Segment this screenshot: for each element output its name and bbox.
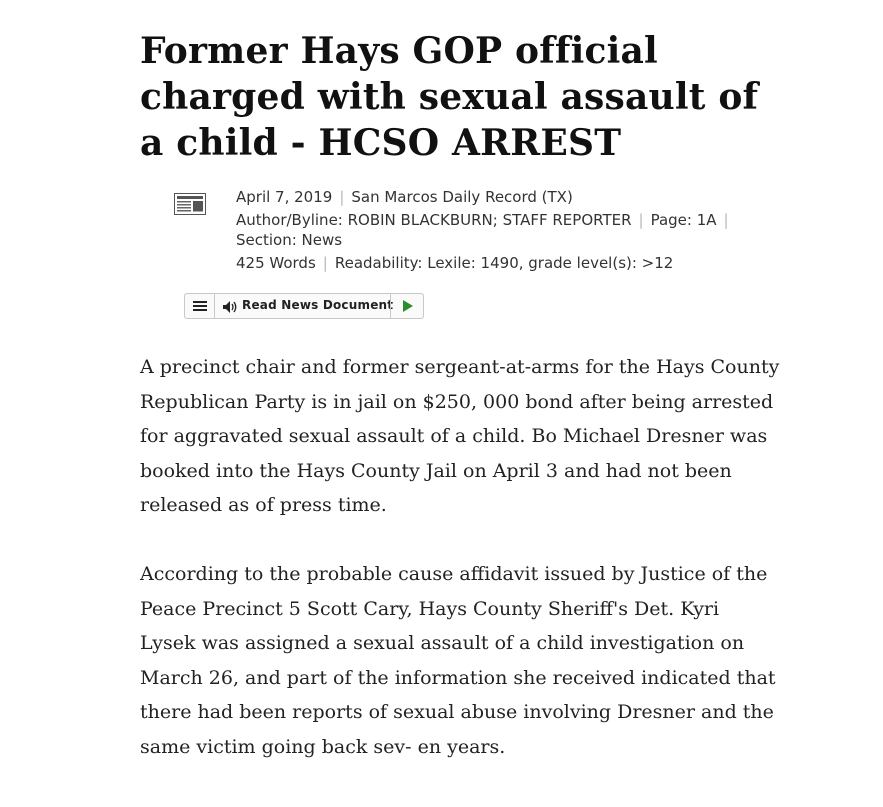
play-icon: [403, 300, 413, 312]
article-headline: Former Hays GOP official charged with sexual assault of a child - HCSO ARREST: [140, 30, 759, 164]
article-paragraph: A precinct chair and former sergeant-at-arms for the Hays County Republican Party is in jail on $250, 000 bond after being arrested for aggravated sexual assault of a child. Bo Michael Dresner was booked into the Hays County Jail on April 3 and had not been released as of press time.: [140, 356, 780, 516]
meta-source: San Marcos Daily Record (TX): [351, 188, 573, 206]
article-body: [140, 350, 780, 799]
meta-page: Page: 1A: [650, 211, 717, 229]
meta-word-count: 425 Words: [236, 254, 316, 272]
reader-menu-button[interactable]: [185, 294, 215, 318]
menu-icon: [193, 301, 207, 303]
meta-separator: |: [723, 211, 729, 229]
play-button[interactable]: [390, 294, 424, 318]
meta-readability: Readability: Lexile: 1490, grade level(s): >12: [334, 254, 674, 272]
meta-separator: |: [322, 254, 328, 272]
meta-separator: |: [638, 211, 644, 229]
speaker-icon: [222, 300, 238, 314]
meta-byline: Author/Byline: ROBIN BLACKBURN; STAFF REPORTER: [236, 211, 632, 229]
menu-icon-line: [193, 305, 207, 307]
meta-date: April 7, 2019: [236, 188, 333, 206]
read-news-document-label[interactable]: Read News Document: [242, 298, 394, 312]
read-aloud-player: [184, 293, 424, 319]
meta-section: Section: News: [236, 231, 343, 249]
newspaper-icon: [174, 193, 206, 215]
menu-icon-line: [193, 309, 207, 311]
meta-separator: |: [339, 188, 345, 206]
article-meta: [236, 186, 776, 274]
article-paragraph: According to the probable cause affidavit issued by Justice of the Peace Precinct 5 Scott Cary, Hays County Sheriff's Det. Kyri Lysek was assigned a sexual assault of a child investigation on March 26, and part of the information she received indicated that there had been reports of sexual abuse involving Dresner and the same victim going back sev- en years.: [140, 563, 776, 758]
